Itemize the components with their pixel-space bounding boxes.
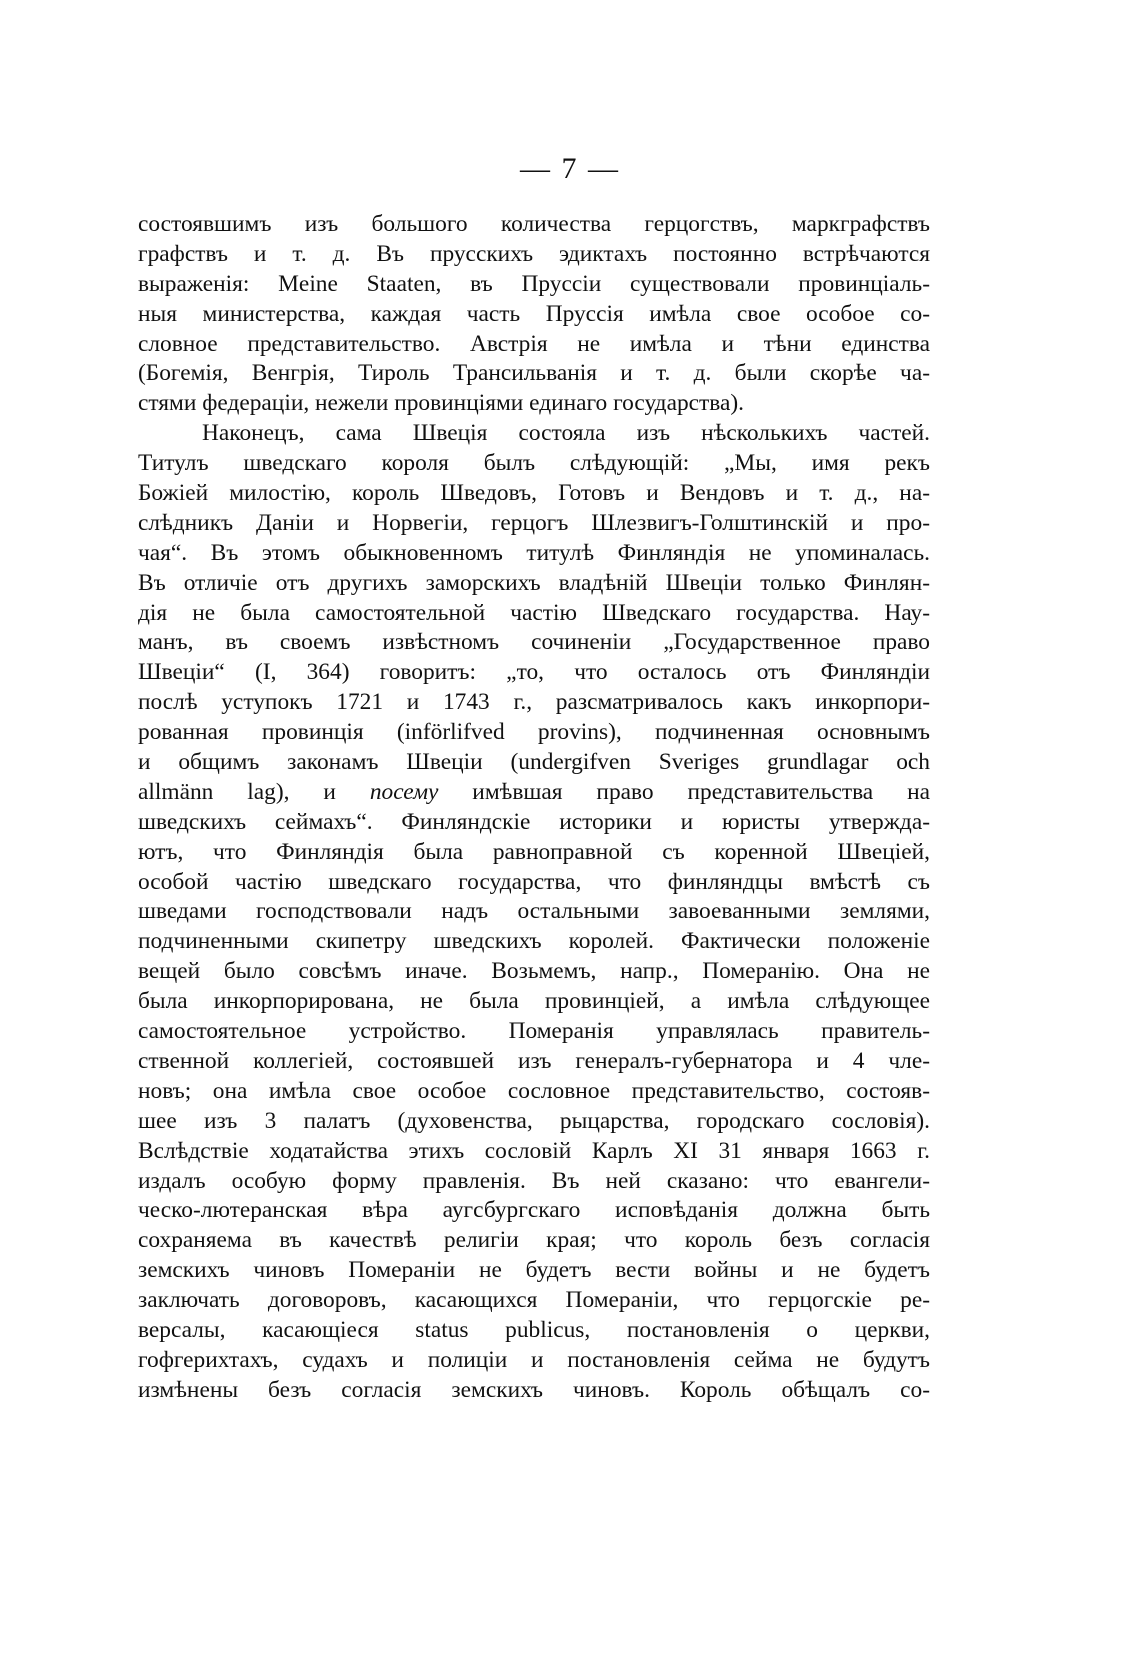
text-line: шведами господствовали надъ остальными завоеванными землями, (138, 898, 930, 925)
text-line: слѣдникъ Даніи и Норвегіи, герцогъ Шлезвигъ-Голштинскій и про- (138, 509, 930, 536)
text-line: самостоятельное устройство. Померанія управлялась правитель- (138, 1018, 930, 1045)
text-line: сохраняема въ качествѣ религіи края; что король безъ согласія (138, 1227, 930, 1254)
text-line: дія не была самостоятельной частію Шведскаго государства. Нау- (138, 599, 930, 626)
text-line: версалы, касающіеся status publicus, постановленія о церкви, (138, 1316, 930, 1343)
text-segment: allmänn lag), и (138, 778, 370, 805)
text-line: рованная провинція (införlifved provins), подчиненная основнымъ (138, 719, 930, 746)
text-line: состоявшимъ изъ большого количества герцогствъ, маркграфствъ (138, 211, 930, 237)
text-line: ютъ, что Финляндія была равноправной съ коренной Швеціей, (138, 838, 930, 865)
text-line: стями федераціи, нежели провинціями единаго государства). (138, 390, 745, 417)
text-line: Вслѣдствіе ходатайства этихъ сословій Карлъ XI 31 января 1663 г. (138, 1137, 930, 1164)
text-line: и общимъ законамъ Швеціи (undergifven Sveriges grundlagar och (138, 749, 930, 776)
page-number: — 7 — (520, 152, 620, 185)
paragraph-1 (138, 210, 930, 419)
text-line: шведскихъ сеймахъ“. Финляндскіе историки и юристы утвержда- (138, 808, 930, 835)
text-line: особой частію шведскаго государства, что финляндцы вмѣстѣ съ (138, 868, 930, 895)
text-line: послѣ уступокъ 1721 и 1743 г., разсматривалось какъ инкорпори- (138, 689, 930, 716)
paragraph-2 (138, 419, 930, 1405)
body-text (138, 210, 930, 1406)
text-line: подчиненными скипетру шведскихъ королей. Фактически положеніе (138, 928, 930, 955)
text-line: Титулъ шведскаго короля былъ слѣдующій: „Мы, имя рекъ (138, 450, 930, 477)
text-line: Въ отличіе отъ другихъ заморскихъ владѣній Швеціи только Финлян- (138, 569, 930, 596)
text-line: ныя министерства, каждая часть Пруссія имѣла свое особое со- (138, 300, 930, 327)
text-line: Божіей милостію, король Шведовъ, Готовъ и Вендовъ и т. д., на- (138, 480, 930, 507)
text-line: ческо-лютеранская вѣра аугсбургскаго исповѣданія должна быть (138, 1197, 930, 1224)
italic-emphasis: посему (369, 778, 439, 805)
text-line: (Богемія, Венгрія, Тироль Трансильванія и т. д. были скорѣе ча- (138, 360, 930, 387)
text-line: измѣнены безъ согласія земскихъ чиновъ. Король обѣщалъ со- (138, 1376, 930, 1403)
text-line: издалъ особую форму правленія. Въ ней сказано: что евангели- (138, 1167, 930, 1194)
text-line: манъ, въ своемъ извѣстномъ сочиненіи „Государственное право (138, 629, 930, 656)
text-line: графствъ и т. д. Въ прусскихъ эдиктахъ постоянно встрѣчаются (138, 240, 930, 267)
text-line: словное представительство. Австрія не имѣла и тѣни единства (138, 330, 930, 357)
text-line: ственной коллегіей, состоявшей изъ генералъ-губернатора и 4 чле- (138, 1047, 930, 1074)
text-line: Наконецъ, сама Швеція состояла изъ нѣсколькихъ частей. (202, 420, 930, 447)
text-line-mixed (138, 778, 930, 808)
text-line: шее изъ 3 палатъ (духовенства, рыцарства, городскаго сословія). (138, 1107, 930, 1134)
text-line: вещей было совсѣмъ иначе. Возьмемъ, напр., Померанію. Она не (138, 958, 930, 985)
text-line: Швеціи“ (I, 364) говоритъ: „то, что осталось отъ Финляндіи (138, 659, 930, 686)
text-line: чая“. Въ этомъ обыкновенномъ титулѣ Финляндія не упоминалась. (138, 539, 930, 566)
text-line: земскихъ чиновъ Помераніи не будетъ вести войны и не будетъ (138, 1257, 930, 1284)
text-line: была инкорпорирована, не была провинціей, а имѣла слѣдующее (138, 988, 930, 1015)
text-line: заключать договоровъ, касающихся Помераніи, что герцогскіе ре- (138, 1287, 930, 1314)
text-line: новъ; она имѣла свое особое сословное представительство, состояв- (138, 1077, 930, 1104)
text-line: гофгерихтахъ, судахъ и полиціи и постановленія сейма не будутъ (138, 1346, 930, 1373)
text-line: выраженія: Meine Staaten, въ Пруссіи существовали провинціаль- (138, 270, 930, 297)
text-segment: имѣвшая право представительства на (438, 778, 930, 805)
